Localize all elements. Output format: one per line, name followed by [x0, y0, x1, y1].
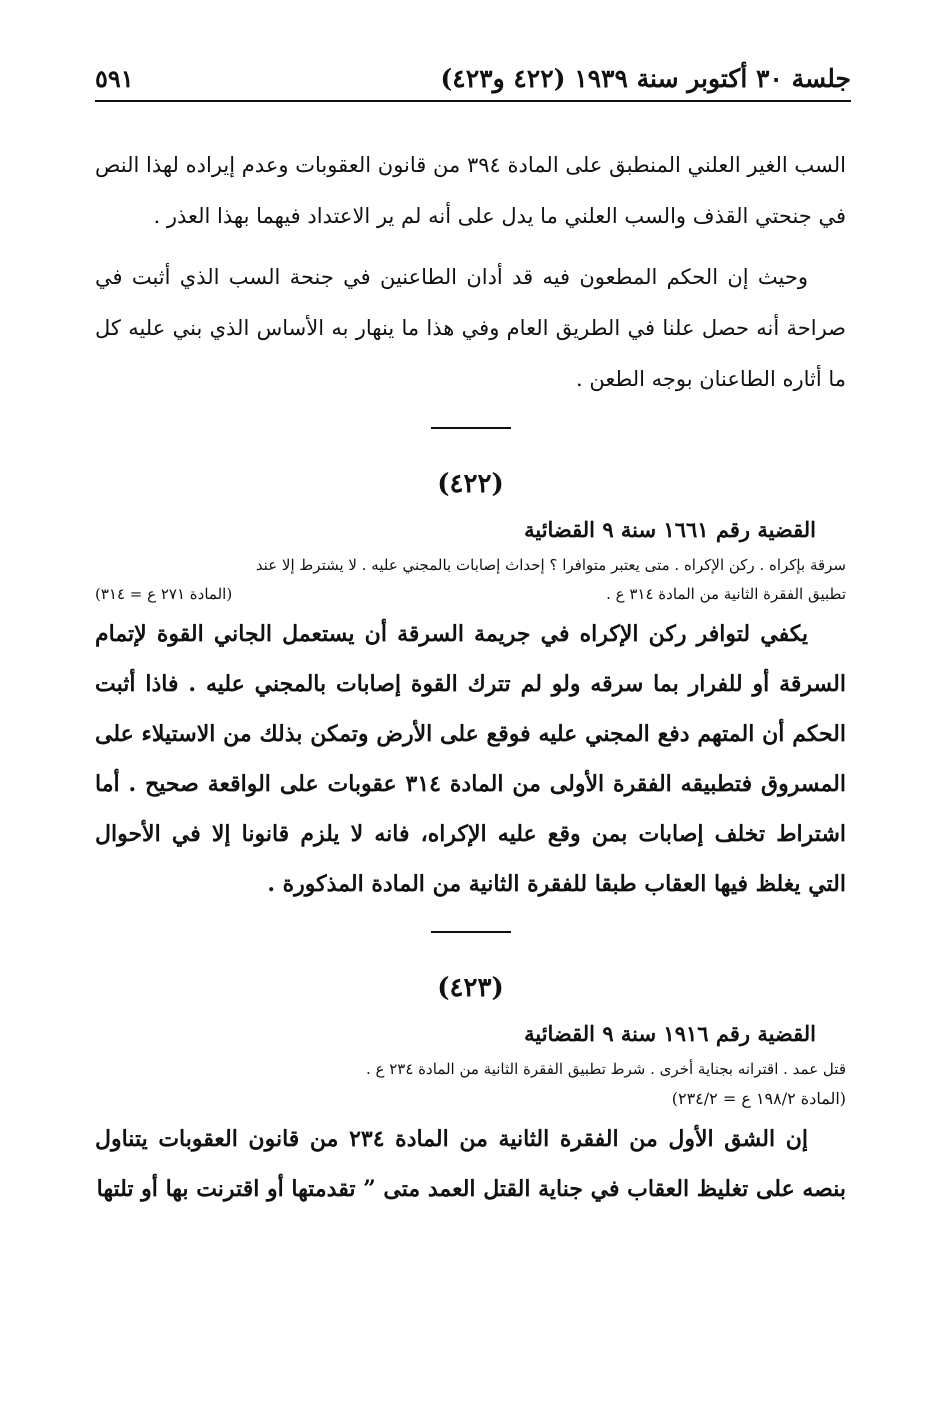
case-422-summary-line-1: سرقة بإكراه . ركن الإكراه . متى يعتبر متوافرا ؟ إحداث إصابات بالمجني عليه . لا يشترط إلا عند	[255, 556, 846, 574]
section-divider	[431, 427, 511, 429]
case-423-reference: القضية رقم ١٩١٦ سنة ٩ القضائية	[524, 1021, 816, 1046]
case-422-holding: يكفي لتوافر ركن الإكراه في جريمة السرقة أن يستعمل الجاني القوة لإتمام السرقة أو للفرار بما سرقه ولو لم تترك القوة إصابات بالمجني عليه . فاذا أثبت الحكم أن المتهم دفع المجني عليه فوقع على الأرض وتمكن بذلك من الاستيلاء على المسروق فتطبيقه الفقرة الأولى من المادة ٣١٤ عقوبات على الواقعة صحيح . أما اشتراط تخلف إصابات بمن وقع عليه الإكراه، فانه لا يلزم قانونا إلا في الأحوال التي يغلظ فيها العقاب طبقا للفقرة الثانية من المادة المذكورة .	[95, 621, 846, 897]
case-422-summary-line-2: تطبيق الفقرة الثانية من المادة ٣١٤ ع .	[606, 585, 846, 603]
section-divider	[431, 931, 511, 933]
page-header	[95, 56, 851, 102]
case-423-holding: إن الشق الأول من الفقرة الثانية من المادة ٢٣٤ من قانون العقوبات يتناول بنصه على تغليظ العقاب في جناية القتل العمد متى ” تقدمتها أو اقترنت بها أو تلتها	[95, 1126, 846, 1202]
page-content	[95, 140, 846, 1214]
page-number: ٥٩١	[95, 63, 134, 93]
session-title: جلسة ٣٠ أكتوبر سنة ١٩٣٩ (٤٢٢ و٤٢٣)	[440, 63, 851, 93]
intro-paragraph-2: وحيث إن الحكم المطعون فيه قد أدان الطاعنين في جنحة السب الذي أثبت في صراحة أنه حصل علنا في الطريق العام وفي هذا ما ينهار به الأساس الذي بني عليه كل ما أثاره الطاعنان بوجه الطعن .	[95, 265, 846, 391]
case-422-article-ref: (المادة ٢٧١ ع = ٣١٤)	[95, 585, 233, 603]
case-423-article-ref: (المادة ١٩٨/٢ ع = ٢٣٤/٢)	[671, 1089, 846, 1108]
case-423-summary: قتل عمد . اقترانه بجناية أخرى . شرط تطبيق الفقرة الثانية من المادة ٢٣٤ ع .	[365, 1060, 846, 1078]
intro-paragraph-1: السب الغير العلني المنطبق على المادة ٣٩٤ من قانون العقوبات وعدم إيراده لهذا النص في جنحتي القذف والسب العلني ما يدل على أنه لم ير الاعتداد فيهما بهذا العذر .	[95, 153, 847, 228]
case-422-reference: القضية رقم ١٦٦١ سنة ٩ القضائية	[524, 517, 816, 542]
case-422-summary-row	[95, 580, 846, 609]
case-422-number: (٤٢٢)	[437, 469, 504, 499]
case-423-number: (٤٢٣)	[437, 973, 504, 1003]
